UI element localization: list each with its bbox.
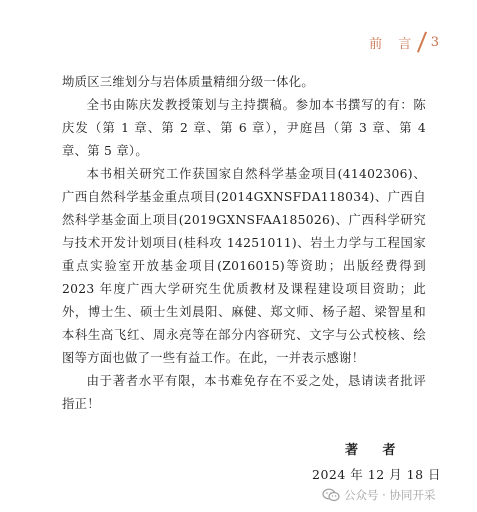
author-signature: 著 者 [345,443,406,458]
signature-date: 2024 年 12 月 18 日 [312,467,441,482]
paragraph: 坳质区三维划分与岩体质量精细分级一体化。 [62,75,314,89]
watermark-text: 公众号 · 协同开采 [344,488,436,502]
paragraph: 由于著者水平有限，本书难免存在不妥之处，恳请读者批评指正！ [62,374,426,411]
page-header [369,30,439,54]
wechat-icon [322,488,340,502]
header-title: 前 言 [369,36,418,52]
header-divider [417,32,427,53]
page-number: 3 [430,34,439,50]
watermark [322,486,435,504]
paragraph: 全书由陈庆发教授策划与主持撰稿。参加本书撰写的有：陈庆发（第 1 章、第 2 章、第 6 章），尹庭昌（第 3 章、第 4 章、第 5 章）。 [62,98,426,158]
paragraph: 本书相关研究工作获国家自然科学基金项目(41402306)、广西自然科学基金重点项目(2014GXNSFDA118034)、广西自然科学基金面上项目(2019GXNSFAA185026)、广西科学研究与技术开发计划项目(桂科攻 14251011)、岩土力学与工程国家重点实验室开放基金项目(Z016015)等资助；出版经费得到 2023 年度广西大学研究生优质教材及课程建设项目资助；此外，博士生、硕士生刘晨阳、麻健、郑文师、杨子超、梁智星和本科生高飞红、周永亮等在部分内容研究、文字与公式校核、绘图等方面也做了一些有益工作。在此，一并表示感谢！ [62,167,426,365]
body-text [62,71,426,416]
